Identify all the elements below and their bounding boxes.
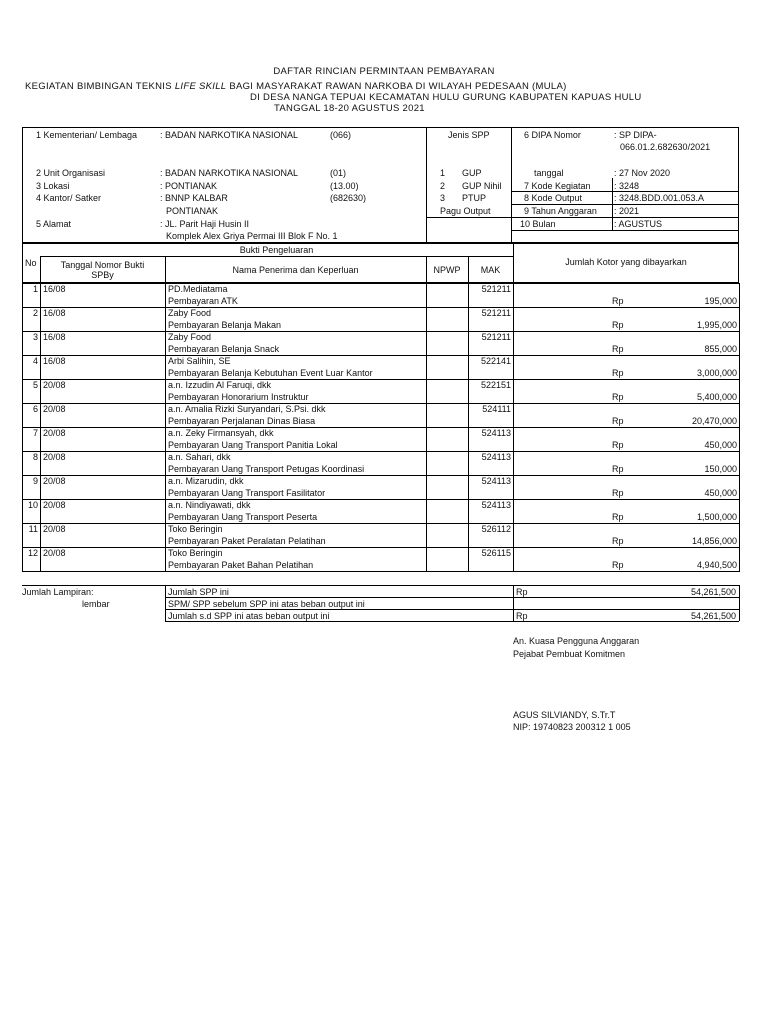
table-row	[23, 404, 740, 416]
row-purpose: Pembayaran Honorarium Instruktur	[166, 392, 427, 404]
unit-value: : BADAN NARKOTIKA NASIONAL	[160, 168, 299, 178]
subtitle-part: BAGI MASYARAKAT RAWAN NARKOBA DI WILAYAH PEDESAAN (MULA)	[226, 81, 567, 92]
row-rp: Rp	[514, 416, 624, 428]
row-amount: 20,470,000	[624, 416, 740, 428]
divider	[165, 597, 739, 598]
row-date: 20/08	[41, 524, 166, 548]
divider	[511, 230, 739, 231]
kantor-label: 4 Kantor/ Satker	[36, 193, 102, 203]
row-amount-spacer	[624, 428, 740, 440]
kode-output-label: 8 Kode Output	[524, 193, 583, 203]
row-recipient: a.n. Amalia Rizki Suryandari, S.Psi. dkk	[166, 404, 427, 416]
row-npwp	[427, 308, 469, 332]
row-date: 20/08	[41, 500, 166, 524]
row-mak: 522151	[469, 380, 514, 404]
row-purpose: Pembayaran Belanja Snack	[166, 344, 427, 356]
table-row	[23, 356, 740, 368]
row-number: 10	[23, 500, 41, 524]
lembar-label: lembar	[82, 599, 110, 609]
row-rp: Rp	[514, 536, 624, 548]
row-mak: 526112	[469, 524, 514, 548]
row-amount: 4,940,500	[624, 560, 740, 572]
row-rp-spacer	[514, 308, 624, 320]
tahun-value: : 2021	[614, 206, 640, 216]
kantor-value-2: PONTIANAK	[166, 206, 219, 216]
gup-label: GUP	[462, 168, 482, 178]
row-mak: 524113	[469, 428, 514, 452]
row-amount-spacer	[624, 548, 740, 560]
table-row	[23, 548, 740, 560]
row-recipient: a.n. Mizarudin, dkk	[166, 476, 427, 488]
row-purpose: Pembayaran Uang Transport Fasilitator	[166, 488, 427, 500]
row-npwp	[427, 452, 469, 476]
row-npwp	[427, 332, 469, 356]
row-number: 9	[23, 476, 41, 500]
row-number: 2	[23, 308, 41, 332]
divider	[426, 217, 739, 218]
row-amount: 855,000	[624, 344, 740, 356]
gup-no: 1	[440, 168, 446, 178]
bulan-label: 10 Bulan	[520, 219, 556, 229]
jumlah-spp-label: Jumlah SPP ini	[168, 587, 229, 597]
unit-label: 2 Unit Organisasi	[36, 168, 106, 178]
row-rp-spacer	[514, 428, 624, 440]
pagu-output-label: Pagu Output	[440, 206, 491, 216]
row-date: 16/08	[41, 308, 166, 332]
lokasi-label: 3 Lokasi	[36, 181, 70, 191]
row-amount-spacer	[624, 356, 740, 368]
row-rp-spacer	[514, 380, 624, 392]
unit-code: (01)	[330, 168, 347, 178]
row-amount-spacer	[624, 332, 740, 344]
row-amount: 5,400,000	[624, 392, 740, 404]
table-row	[23, 428, 740, 440]
row-number: 4	[23, 356, 41, 380]
dipa-label: 6 DIPA Nomor	[524, 130, 581, 140]
row-npwp	[427, 356, 469, 380]
items-table	[22, 283, 740, 572]
row-amount: 3,000,000	[624, 368, 740, 380]
row-date: 20/08	[41, 428, 166, 452]
row-mak: 522141	[469, 356, 514, 380]
tahun-label: 9 Tahun Anggaran	[524, 206, 597, 216]
row-amount-spacer	[624, 380, 740, 392]
row-rp-spacer	[514, 548, 624, 560]
signatory-nip: NIP: 19740823 200312 1 005	[513, 722, 631, 732]
row-recipient: a.n. Nindiyawati, dkk	[166, 500, 427, 512]
table-row	[23, 308, 740, 320]
row-purpose: Pembayaran Paket Peralatan Pelatihan	[166, 536, 427, 548]
row-recipient: Zaby Food	[166, 332, 427, 344]
row-purpose: Pembayaran Belanja Kebutuhan Event Luar Kantor	[166, 368, 427, 380]
row-purpose: Pembayaran Uang Transport Panitia Lokal	[166, 440, 427, 452]
kode-kegiatan-label: 7 Kode Kegiatan	[524, 181, 591, 191]
row-amount-spacer	[624, 452, 740, 464]
spp-sebelum-label: SPM/ SPP sebelum SPP ini atas beban output ini	[168, 599, 365, 609]
row-npwp	[427, 548, 469, 572]
row-recipient: Toko Beringin	[166, 548, 427, 560]
rp-label: Rp	[516, 611, 528, 621]
row-mak: 521211	[469, 308, 514, 332]
kode-output-value: : 3248.BDD.001.053.A	[614, 193, 705, 203]
row-amount: 1,995,000	[624, 320, 740, 332]
row-date: 16/08	[41, 284, 166, 308]
row-purpose: Pembayaran ATK	[166, 296, 427, 308]
row-rp-spacer	[514, 524, 624, 536]
tanggal-header: Tanggal Nomor Bukti	[60, 260, 145, 270]
row-recipient: a.n. Izzudin Al Faruqi, dkk	[166, 380, 427, 392]
row-mak: 524113	[469, 500, 514, 524]
row-rp: Rp	[514, 464, 624, 476]
row-number: 1	[23, 284, 41, 308]
signature-role-1: An. Kuasa Pengguna Anggaran	[513, 636, 640, 646]
table-row	[23, 524, 740, 536]
npwp-header: NPWP	[433, 265, 461, 275]
divider	[40, 256, 513, 257]
doc-subtitle	[25, 81, 567, 92]
signatory-name: AGUS SILVIANDY, S.Tr.T	[513, 710, 616, 720]
dipa-value-2: 066.01.2.682630/2021	[620, 142, 711, 152]
gup-nihil-label: GUP Nihil	[462, 181, 502, 191]
doc-date: TANGGAL 18-20 AGUSTUS 2021	[274, 103, 425, 114]
bulan-value: : AGUSTUS	[614, 219, 663, 229]
row-recipient: a.n. Zeky Firmansyah, dkk	[166, 428, 427, 440]
jenis-spp-label: Jenis SPP	[448, 130, 490, 140]
doc-title: DAFTAR RINCIAN PERMINTAAN PEMBAYARAN	[273, 66, 495, 77]
row-rp-spacer	[514, 500, 624, 512]
tanggal-value: : 27 Nov 2020	[614, 168, 671, 178]
row-recipient: Zaby Food	[166, 308, 427, 320]
row-amount-spacer	[624, 524, 740, 536]
table-row	[23, 476, 740, 488]
row-recipient: Toko Beringin	[166, 524, 427, 536]
row-npwp	[427, 404, 469, 428]
row-number: 5	[23, 380, 41, 404]
row-rp-spacer	[514, 356, 624, 368]
doc-location: DI DESA NANGA TEPUAI KECAMATAN HULU GURUNG KABUPATEN KAPUAS HULU	[250, 92, 642, 103]
bukti-header: Bukti Pengeluaran	[239, 245, 314, 255]
row-amount: 14,856,000	[624, 536, 740, 548]
tanggal-label: tanggal	[534, 168, 564, 178]
row-recipient: Arbi Salihin, SE	[166, 356, 427, 368]
row-date: 20/08	[41, 476, 166, 500]
row-purpose: Pembayaran Belanja Makan	[166, 320, 427, 332]
row-npwp	[427, 476, 469, 500]
row-number: 7	[23, 428, 41, 452]
row-purpose: Pembayaran Perjalanan Dinas Biasa	[166, 416, 427, 428]
subtitle-part: KEGIATAN BIMBINGAN TEKNIS	[25, 81, 175, 92]
row-date: 16/08	[41, 332, 166, 356]
divider	[165, 621, 739, 622]
tanggal-header-2: SPBy	[91, 270, 114, 280]
row-recipient: a.n. Sahari, dkk	[166, 452, 427, 464]
row-rp: Rp	[514, 320, 624, 332]
row-rp: Rp	[514, 368, 624, 380]
row-rp-spacer	[514, 404, 624, 416]
row-rp-spacer	[514, 332, 624, 344]
row-rp-spacer	[514, 284, 624, 296]
row-purpose: Pembayaran Paket Bahan Pelatihan	[166, 560, 427, 572]
row-rp: Rp	[514, 392, 624, 404]
divider	[612, 178, 613, 230]
row-amount-spacer	[624, 404, 740, 416]
row-npwp	[427, 524, 469, 548]
no-header: No	[25, 258, 37, 268]
ptup-no: 3	[440, 193, 446, 203]
subtitle-italic: LIFE SKILL	[174, 81, 227, 92]
row-mak: 521211	[469, 284, 514, 308]
row-npwp	[427, 380, 469, 404]
kantor-value: : BNNP KALBAR	[160, 193, 228, 203]
divider	[511, 127, 512, 243]
row-rp-spacer	[514, 476, 624, 488]
row-amount-spacer	[624, 308, 740, 320]
kantor-code: (682630)	[330, 193, 367, 203]
row-mak: 524113	[469, 476, 514, 500]
row-purpose: Pembayaran Uang Transport Peserta	[166, 512, 427, 524]
row-number: 8	[23, 452, 41, 476]
row-mak: 521211	[469, 332, 514, 356]
kementerian-code: (066)	[330, 130, 352, 140]
gup-nihil-no: 2	[440, 181, 446, 191]
row-amount: 450,000	[624, 488, 740, 500]
kementerian-value: : BADAN NARKOTIKA NASIONAL	[160, 130, 299, 140]
jumlah-header: Jumlah Kotor yang dibayarkan	[565, 257, 687, 267]
row-amount: 450,000	[624, 440, 740, 452]
alamat-value-2: Komplek Alex Griya Permai III Blok F No. 1	[166, 231, 338, 241]
table-row	[23, 452, 740, 464]
rp-label: Rp	[516, 587, 528, 597]
divider	[165, 609, 739, 610]
row-amount-spacer	[624, 284, 740, 296]
row-date: 20/08	[41, 380, 166, 404]
table-row	[23, 284, 740, 296]
jumlah-sd-label: Jumlah s.d SPP ini atas beban output ini	[168, 611, 330, 621]
row-date: 16/08	[41, 356, 166, 380]
table-row	[23, 332, 740, 344]
divider	[739, 585, 740, 621]
row-rp: Rp	[514, 296, 624, 308]
mak-header: MAK	[480, 265, 501, 275]
row-mak: 524111	[469, 404, 514, 428]
lampiran-label: Jumlah Lampiran:	[22, 587, 94, 597]
row-purpose: Pembayaran Uang Transport Petugas Koordinasi	[166, 464, 427, 476]
alamat-label: 5 Alamat	[36, 219, 72, 229]
row-amount: 150,000	[624, 464, 740, 476]
row-npwp	[427, 284, 469, 308]
row-date: 20/08	[41, 452, 166, 476]
lokasi-value: : PONTIANAK	[160, 181, 218, 191]
divider	[426, 127, 427, 243]
kode-kegiatan-value: : 3248	[614, 181, 640, 191]
row-npwp	[427, 428, 469, 452]
ptup-label: PTUP	[462, 193, 487, 203]
divider	[511, 204, 739, 205]
row-amount-spacer	[624, 476, 740, 488]
row-date: 20/08	[41, 548, 166, 572]
row-rp: Rp	[514, 440, 624, 452]
table-row	[23, 380, 740, 392]
total-sd-spp: 54,261,500	[690, 611, 736, 621]
row-number: 11	[23, 524, 41, 548]
row-rp: Rp	[514, 560, 624, 572]
alamat-value: : JL. Parit Haji Husin II	[160, 219, 250, 229]
row-mak: 526115	[469, 548, 514, 572]
signature-role-2: Pejabat Pembuat Komitmen	[513, 649, 626, 659]
lokasi-code: (13.00)	[330, 181, 359, 191]
row-rp: Rp	[514, 344, 624, 356]
row-number: 6	[23, 404, 41, 428]
row-number: 3	[23, 332, 41, 356]
kementerian-label: 1 Kementerian/ Lembaga	[36, 130, 138, 140]
row-mak: 524113	[469, 452, 514, 476]
divider	[511, 191, 739, 192]
divider	[22, 585, 739, 586]
row-date: 20/08	[41, 404, 166, 428]
row-number: 12	[23, 548, 41, 572]
nama-header: Nama Penerima dan Keperluan	[232, 265, 359, 275]
divider	[165, 585, 166, 621]
table-row	[23, 500, 740, 512]
row-amount: 195,000	[624, 296, 740, 308]
row-npwp	[427, 500, 469, 524]
row-recipient: PD.Mediatama	[166, 284, 427, 296]
row-amount-spacer	[624, 500, 740, 512]
dipa-value: : SP DIPA-	[614, 130, 657, 140]
row-rp-spacer	[514, 452, 624, 464]
divider	[513, 585, 514, 621]
row-rp: Rp	[514, 488, 624, 500]
row-rp: Rp	[514, 512, 624, 524]
total-spp: 54,261,500	[690, 587, 736, 597]
row-amount: 1,500,000	[624, 512, 740, 524]
